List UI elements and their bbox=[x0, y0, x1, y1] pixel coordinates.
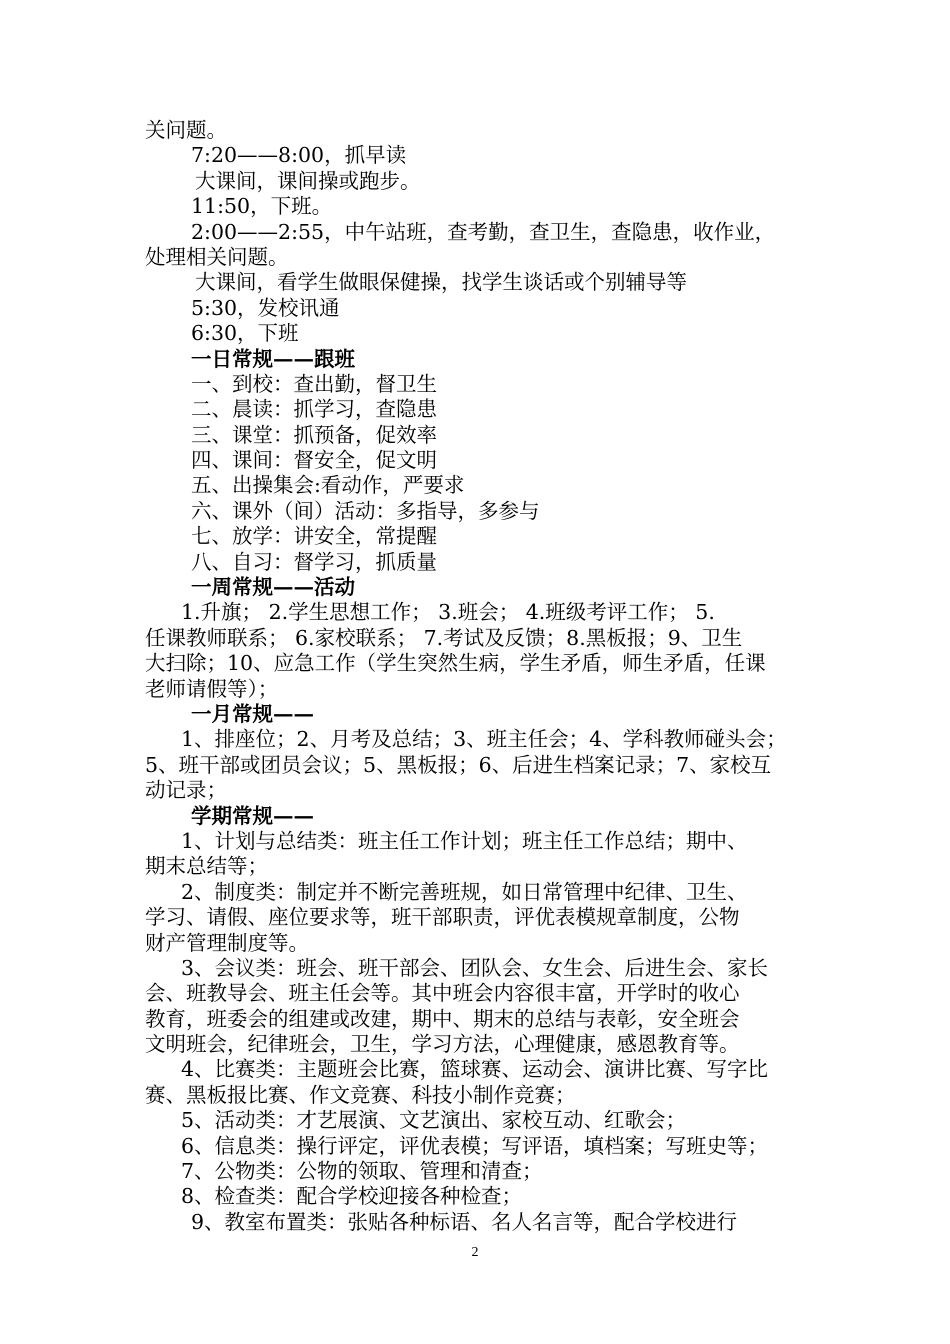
text-line: 6、信息类：操行评定，评优表模；写评语，填档案；写班史等； bbox=[181, 1133, 769, 1158]
text-line: 2:00——2:55，中午站班，查考勤，查卫生，查隐患，收作业， bbox=[191, 219, 776, 244]
text-line: 1、排座位；2、月考及总结；3、班主任会；4、学科教师碰头会； bbox=[181, 727, 787, 752]
text-line: 3、会议类：班会、班干部会、团队会、女生会、后进生会、家长 bbox=[181, 955, 769, 980]
page-number: 2 bbox=[471, 1245, 479, 1260]
text-line: 四、课间：督安全，促文明 bbox=[191, 448, 437, 473]
text-line: 9、教室布置类：张贴各种标语、名人名言等，配合学校进行 bbox=[191, 1209, 738, 1234]
section-heading: 一日常规——跟班 bbox=[191, 346, 355, 371]
text-line: 处理相关问题。 bbox=[145, 244, 289, 269]
text-line: 1、计划与总结类：班主任工作计划；班主任工作总结；期中、 bbox=[181, 828, 748, 853]
text-line: 6:30，下班 bbox=[191, 321, 299, 346]
text-line: 2、制度类：制定并不断完善班规，如日常管理中纪律、卫生、 bbox=[181, 879, 748, 904]
text-line: 一、到校：查出勤，督卫生 bbox=[191, 371, 437, 396]
text-line: 关问题。 bbox=[145, 118, 227, 142]
text-line: 八、自习：督学习，抓质量 bbox=[191, 549, 437, 574]
text-line: 七、放学：讲安全，常提醒 bbox=[191, 524, 437, 549]
text-line: 5:30，发校讯通 bbox=[191, 295, 340, 320]
text-line: 老师请假等）； bbox=[145, 676, 279, 701]
text-line: 大课间，看学生做眼保健操，找学生谈话或个别辅导等 bbox=[195, 270, 687, 295]
text-line: 4、比赛类：主题班会比赛，篮球赛、运动会、演讲比赛、写字比 bbox=[181, 1057, 769, 1082]
text-line: 三、课堂：抓预备，促效率 bbox=[191, 422, 437, 447]
text-line: 8、检查类：配合学校迎接各种检查； bbox=[181, 1184, 523, 1209]
document-body bbox=[145, 118, 809, 1235]
text-line: 5、班干部或团员会议；5、黑板报；6、后进生档案记录；7、家校互 bbox=[145, 752, 772, 777]
text-line: 期末总结等； bbox=[145, 854, 268, 879]
section-heading: 一周常规——活动 bbox=[191, 575, 355, 600]
text-line: 1.升旗； 2.学生思想工作； 3.班会； 4.班级考评工作； 5. bbox=[181, 600, 715, 625]
text-line: 任课教师联系； 6.家校联系； 7.考试及反馈；8.黑板报；9、卫生 bbox=[145, 625, 743, 650]
text-line: 7、公物类：公物的领取、管理和清查； bbox=[181, 1159, 543, 1184]
text-line: 7:20——8:00，抓早读 bbox=[191, 143, 407, 168]
text-line: 赛、黑板报比赛、作文竞赛、科技小制作竞赛； bbox=[145, 1082, 576, 1107]
text-line: 大课间，课间操或跑步。 bbox=[195, 168, 421, 193]
text-line: 大扫除；10、应急工作（学生突然生病，学生矛盾，师生矛盾，任课 bbox=[145, 651, 766, 676]
text-line: 学习、请假、座位要求等，班干部职责，评优表模规章制度，公物 bbox=[145, 905, 740, 930]
text-line: 财产管理制度等。 bbox=[145, 930, 309, 955]
text-line: 5、活动类：才艺展演、文艺演出、家校互动、红歌会； bbox=[181, 1108, 687, 1133]
section-heading: 学期常规—— bbox=[191, 803, 314, 828]
section-heading: 一月常规—— bbox=[191, 701, 314, 726]
text-line: 会、班教导会、班主任会等。其中班会内容很丰富，开学时的收心 bbox=[145, 981, 740, 1006]
text-line: 教育，班委会的组建或改建，期中、期末的总结与表彰，安全班会 bbox=[145, 1006, 740, 1031]
text-line: 六、课外（间）活动：多指导，多参与 bbox=[191, 498, 540, 523]
text-line: 动记录； bbox=[145, 778, 227, 803]
text-line: 五、出操集会:看动作，严要求 bbox=[191, 473, 465, 498]
text-line: 11:50，下班。 bbox=[191, 194, 333, 219]
text-line: 二、晨读：抓学习，查隐患 bbox=[191, 397, 437, 422]
text-line: 文明班会，纪律班会，卫生，学习方法，心理健康，感恩教育等。 bbox=[145, 1032, 740, 1057]
